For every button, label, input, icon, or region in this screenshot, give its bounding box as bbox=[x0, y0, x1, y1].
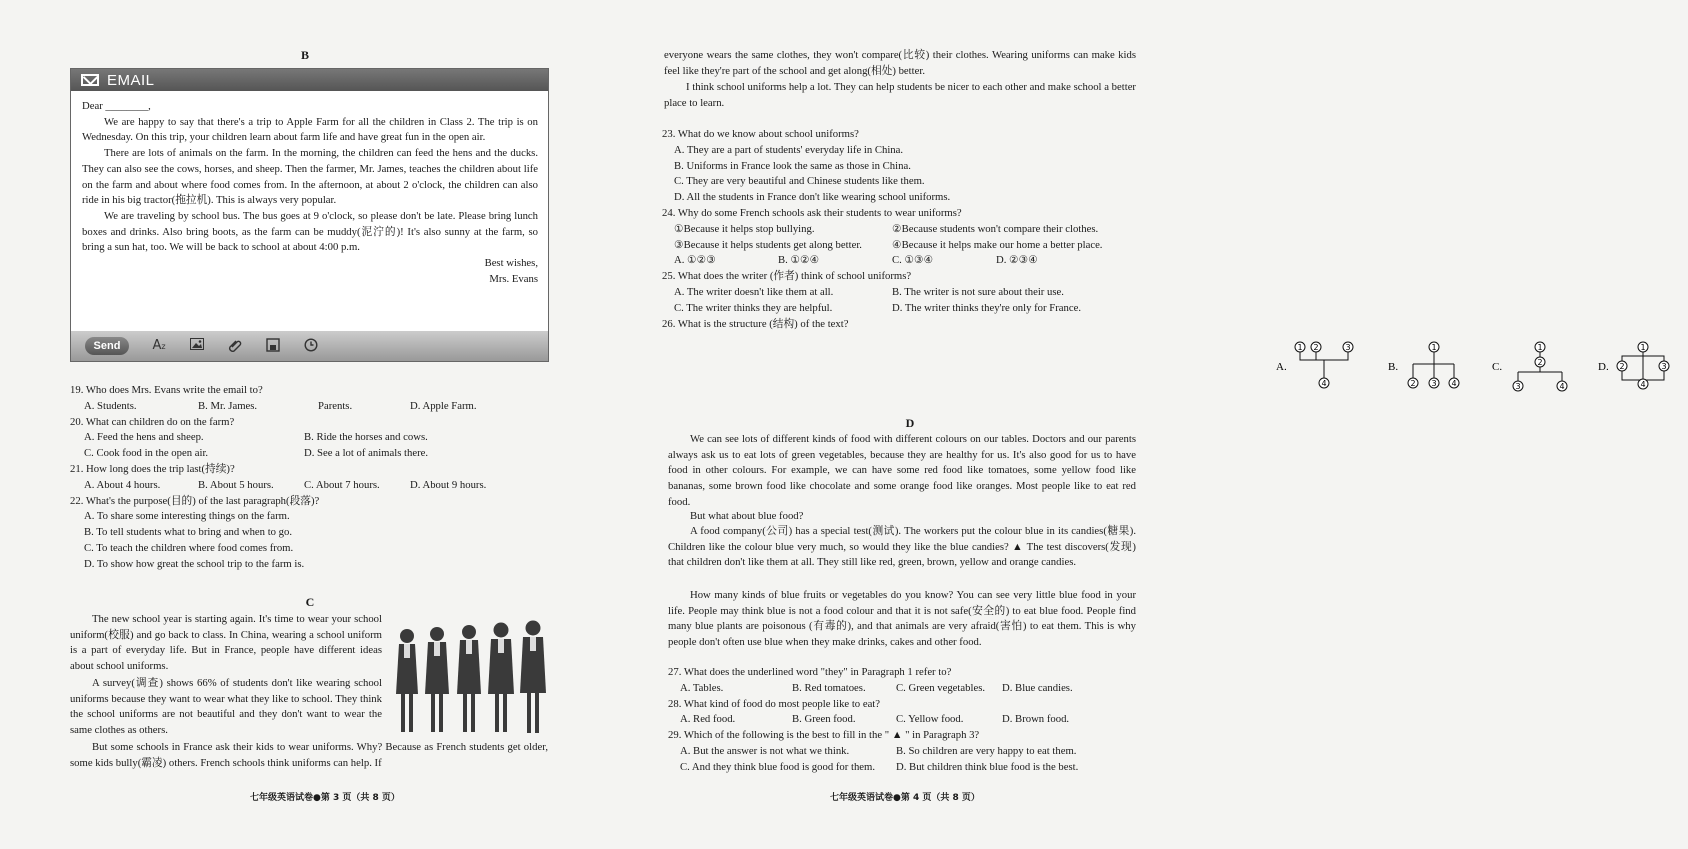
svg-text:1: 1 bbox=[1297, 343, 1303, 352]
question-20-options bbox=[70, 430, 570, 446]
svg-text:3: 3 bbox=[1661, 362, 1667, 371]
questions-c bbox=[662, 127, 1142, 332]
question-24-statements-2 bbox=[662, 238, 1142, 254]
email-toolbar bbox=[71, 331, 548, 361]
question-29-options-2 bbox=[668, 760, 1148, 776]
questions-b bbox=[70, 383, 570, 573]
option[interactable]: C. Yellow food. bbox=[896, 713, 964, 726]
svg-text:2: 2 bbox=[1313, 343, 1319, 352]
section-d-label: D bbox=[905, 416, 915, 430]
option[interactable]: C. They are very beautiful and Chinese students like them. bbox=[674, 175, 925, 188]
option[interactable]: D. Brown food. bbox=[1002, 713, 1070, 726]
passage-c-continued-1: everyone wears the same clothes, they won't compare(比较) their clothes. Wearing uniforms can make kids feel like they're part of the school and get along(相处) better. bbox=[664, 49, 1136, 77]
svg-text:2: 2 bbox=[1410, 379, 1416, 388]
option[interactable]: B. ①②④ bbox=[778, 254, 820, 267]
statement: ②Because students won't compare their clothes. bbox=[892, 222, 1099, 235]
option[interactable]: D. About 9 hours. bbox=[410, 478, 487, 491]
option[interactable]: B. So children are very happy to eat them. bbox=[896, 744, 1077, 757]
save-icon[interactable] bbox=[265, 338, 281, 354]
passage-c-paragraph-3: But some schools in France ask their kids to wear uniforms. Why? Because as French students get older, some kids bully(霸凌) others. French schools think uniforms can help. If bbox=[70, 741, 548, 769]
diagram-a-letter[interactable]: A. bbox=[1276, 361, 1287, 373]
question-25-options-1 bbox=[662, 285, 1142, 301]
question-28-stem: 28. What kind of food do most people like to eat? bbox=[668, 697, 881, 710]
passage-d-paragraph-4: How many kinds of blue fruits or vegetables do you know? You can see very little blue food in your life. People may think blue is not a food colour and that it is not safe(安全的) to eat blue food. People find many blue plants are poisonous (有毒的), and that animals are very afraid(害怕) to eat them. This is why people don't often use blue when they make drinks, cakes and other food. bbox=[668, 589, 1136, 649]
passage-d-paragraph-3: A food company(公司) has a special test(测试). The workers put the colour blue in its candies(糖果). Children like the colour blue very much, so would they like the blue candies? ▲ The test discovers(发现) that children don't like them at all. They still like red, green, brown, yellow and orange candies. bbox=[668, 525, 1136, 569]
option[interactable]: A. The writer doesn't like them at all. bbox=[674, 285, 834, 298]
students-in-uniform-photo bbox=[391, 620, 551, 735]
svg-text:2: 2 bbox=[1537, 358, 1543, 367]
question-29-stem: 29. Which of the following is the best to fill in the " ▲ " in Paragraph 3? bbox=[668, 729, 980, 742]
left-page bbox=[0, 0, 600, 849]
option[interactable]: B. Green food. bbox=[792, 713, 856, 726]
question-28-options bbox=[668, 712, 1148, 728]
passage-c-continued-2: I think school uniforms help a lot. They can help students be nicer to each other and make school a better place to learn. bbox=[664, 81, 1136, 109]
option[interactable]: A. Tables. bbox=[680, 681, 724, 694]
question-27-options bbox=[668, 681, 1148, 697]
question-24-statements-1 bbox=[662, 222, 1142, 238]
image-icon[interactable] bbox=[189, 338, 205, 354]
option[interactable]: C. About 7 hours. bbox=[304, 478, 380, 491]
email-paragraph-2: There are lots of animals on the farm. In the morning, the children can feed the hens and the ducks. They can also see the cows, horses, and sheep. Then the farmer, Mr. James, teaches the children about life on the farm and about where food comes from. In the afternoon, at about 2 o'clock, the children can also ride in his big tractor(拖拉机). This is always very popular. bbox=[82, 147, 538, 207]
question-21-stem: 21. How long does the trip last(持续)? bbox=[70, 462, 235, 475]
send-button[interactable]: Send bbox=[85, 337, 129, 355]
page-footer-right: 七年级英语试卷●第 4 页（共 8 页） bbox=[830, 793, 980, 803]
diagram-b-letter[interactable]: B. bbox=[1388, 361, 1399, 373]
email-body bbox=[82, 99, 538, 287]
svg-text:1: 1 bbox=[1431, 343, 1437, 352]
svg-text:4: 4 bbox=[1559, 382, 1565, 391]
option[interactable]: A. To share some interesting things on the farm. bbox=[84, 510, 290, 523]
option[interactable]: A. Feed the hens and sheep. bbox=[84, 431, 204, 444]
option[interactable]: A. About 4 hours. bbox=[84, 478, 161, 491]
statement: ③Because it helps students get along better. bbox=[674, 238, 862, 251]
option[interactable]: D. To show how great the school trip to the farm is. bbox=[84, 557, 305, 570]
option[interactable]: C. Cook food in the open air. bbox=[84, 447, 209, 460]
diagram-d bbox=[1622, 352, 1667, 380]
diagram-a bbox=[1300, 350, 1348, 379]
question-21-options bbox=[70, 478, 570, 494]
option[interactable]: B. Mr. James. bbox=[198, 399, 258, 412]
svg-text:2: 2 bbox=[1619, 362, 1625, 371]
option[interactable]: B. To tell students what to bring and when to go. bbox=[84, 526, 293, 539]
option[interactable]: D. Apple Farm. bbox=[410, 399, 477, 412]
question-20-stem: 20. What can children do on the farm? bbox=[70, 415, 235, 428]
question-22-stem: 22. What's the purpose(目的) of the last paragraph(段落)? bbox=[70, 494, 320, 507]
email-header-title: EMAIL bbox=[107, 71, 155, 89]
passage-d-paragraph-1: We can see lots of different kinds of food with different colours on our tables. Doctors and our parents always ask us to eat lots of green vegetables, because they are healthy for us. It's also good for us to have food in other colours. For example, we can have some red food like tomatoes, some yellow food like bananas, some brown food like chocolate and some orange food like oranges. Most people like to eat red food. bbox=[668, 433, 1136, 508]
diagram-d-letter[interactable]: D. bbox=[1598, 361, 1609, 373]
option[interactable]: C. ①③④ bbox=[892, 254, 934, 267]
statement: ④Because it helps make our home a better place. bbox=[892, 238, 1103, 251]
envelope-icon bbox=[81, 74, 99, 86]
question-25-options-2 bbox=[662, 301, 1142, 317]
font-size-icon[interactable]: Az bbox=[152, 338, 166, 353]
option[interactable]: A. But the answer is not what we think. bbox=[680, 744, 850, 757]
option[interactable]: D. The writer thinks they're only for France. bbox=[892, 301, 1082, 314]
svg-text:3: 3 bbox=[1515, 382, 1521, 391]
statement: ①Because it helps stop bullying. bbox=[674, 222, 815, 235]
email-closing: Best wishes, bbox=[484, 257, 538, 270]
diagram-c-letter[interactable]: C. bbox=[1492, 361, 1503, 373]
questions-d bbox=[668, 665, 1148, 776]
option[interactable]: C. The writer thinks they are helpful. bbox=[674, 301, 833, 314]
option[interactable]: C. To teach the children where food comes from. bbox=[84, 541, 294, 554]
email-signature: Mrs. Evans bbox=[489, 272, 538, 285]
question-29-options-1 bbox=[668, 744, 1148, 760]
svg-text:1: 1 bbox=[1640, 343, 1646, 352]
email-greeting: Dear ________, bbox=[82, 100, 151, 112]
option[interactable]: D. ②③④ bbox=[996, 254, 1038, 267]
option[interactable]: D. Blue candies. bbox=[1002, 681, 1073, 694]
svg-text:3: 3 bbox=[1431, 379, 1437, 388]
option[interactable]: A. Red food. bbox=[680, 713, 736, 726]
clock-icon[interactable] bbox=[303, 338, 319, 354]
svg-text:1: 1 bbox=[1537, 343, 1543, 352]
svg-text:4: 4 bbox=[1640, 380, 1646, 389]
section-b-label: B bbox=[300, 48, 309, 62]
structure-diagrams bbox=[1268, 336, 1688, 396]
email-window bbox=[70, 68, 549, 362]
attachment-icon[interactable] bbox=[227, 338, 243, 354]
option[interactable]: Parents. bbox=[318, 399, 353, 412]
option[interactable]: D. All the students in France don't like wearing school uniforms. bbox=[674, 191, 951, 204]
option[interactable]: B. About 5 hours. bbox=[198, 478, 274, 491]
passage-d-paragraph-2: But what about blue food? bbox=[690, 510, 804, 522]
option[interactable]: A. ①②③ bbox=[674, 254, 716, 267]
option[interactable]: B. Ride the horses and cows. bbox=[304, 431, 428, 444]
question-24-stem: 24. Why do some French schools ask their students to wear uniforms? bbox=[662, 206, 962, 219]
svg-text:4: 4 bbox=[1451, 379, 1457, 388]
option[interactable]: B. The writer is not sure about their use. bbox=[892, 285, 1064, 298]
option[interactable]: D. See a lot of animals there. bbox=[304, 447, 429, 460]
question-19-stem: 19. Who does Mrs. Evans write the email to? bbox=[70, 384, 263, 396]
email-paragraph-1: We are happy to say that there's a trip to Apple Farm for all the children in Class 2. The trip is on Wednesday. On this trip, your children learn about farm life and have great fun in the open air. bbox=[82, 115, 538, 144]
right-page bbox=[600, 0, 1667, 849]
option[interactable]: C. And they think blue food is good for them. bbox=[680, 760, 876, 773]
diagram-c-nodes bbox=[1513, 342, 1567, 391]
page-footer-left: 七年级英语试卷●第 3 页（共 8 页） bbox=[250, 793, 400, 803]
passage-c-paragraph-2: A survey(调查) shows 66% of students don't like wearing school uniforms because they want to wear what they like to school. They think the school uniforms are not beautiful and they don't want to wear the same clothes as others. bbox=[70, 677, 382, 737]
svg-text:3: 3 bbox=[1345, 343, 1351, 352]
email-paragraph-3: We are traveling by school bus. The bus goes at 9 o'clock, so please don't be late. Please bring lunch boxes and drinks. Also bring boots, as the farm can be muddy(泥泞的)! It's also sunny at the farm, so bring a sun hat, too. We will be back to school at about 4:00 p.m. bbox=[82, 209, 538, 254]
email-header bbox=[71, 69, 548, 91]
question-27-stem: 27. What does the underlined word "they" in Paragraph 1 refer to? bbox=[668, 666, 952, 678]
option[interactable]: D. But children think blue food is the best. bbox=[896, 760, 1079, 773]
section-c-label: C bbox=[305, 595, 315, 609]
question-24-options bbox=[662, 253, 1142, 269]
question-23-stem: 23. What do we know about school uniforms? bbox=[662, 128, 859, 140]
option[interactable]: A. Students. bbox=[84, 399, 137, 412]
option[interactable]: B. Uniforms in France look the same as those in China. bbox=[674, 159, 911, 172]
passage-c-paragraph-1: The new school year is starting again. It's time to wear your school uniform(校服) and go back to class. In China, wearing a school uniform is a part of everyday life. But in France, people have different ideas about school uniforms. bbox=[70, 613, 382, 673]
option[interactable]: B. Red tomatoes. bbox=[792, 681, 866, 694]
diagram-b bbox=[1413, 352, 1454, 378]
question-26-stem: 26. What is the structure (结构) of the text? bbox=[662, 317, 849, 330]
svg-text:4: 4 bbox=[1321, 379, 1327, 388]
question-25-stem: 25. What does the writer (作者) think of school uniforms? bbox=[662, 270, 912, 283]
option[interactable]: C. Green vegetables. bbox=[896, 681, 986, 694]
option[interactable]: A. They are a part of students' everyday life in China. bbox=[674, 143, 904, 156]
question-19-options bbox=[70, 399, 570, 415]
question-20-options-2 bbox=[70, 446, 570, 462]
